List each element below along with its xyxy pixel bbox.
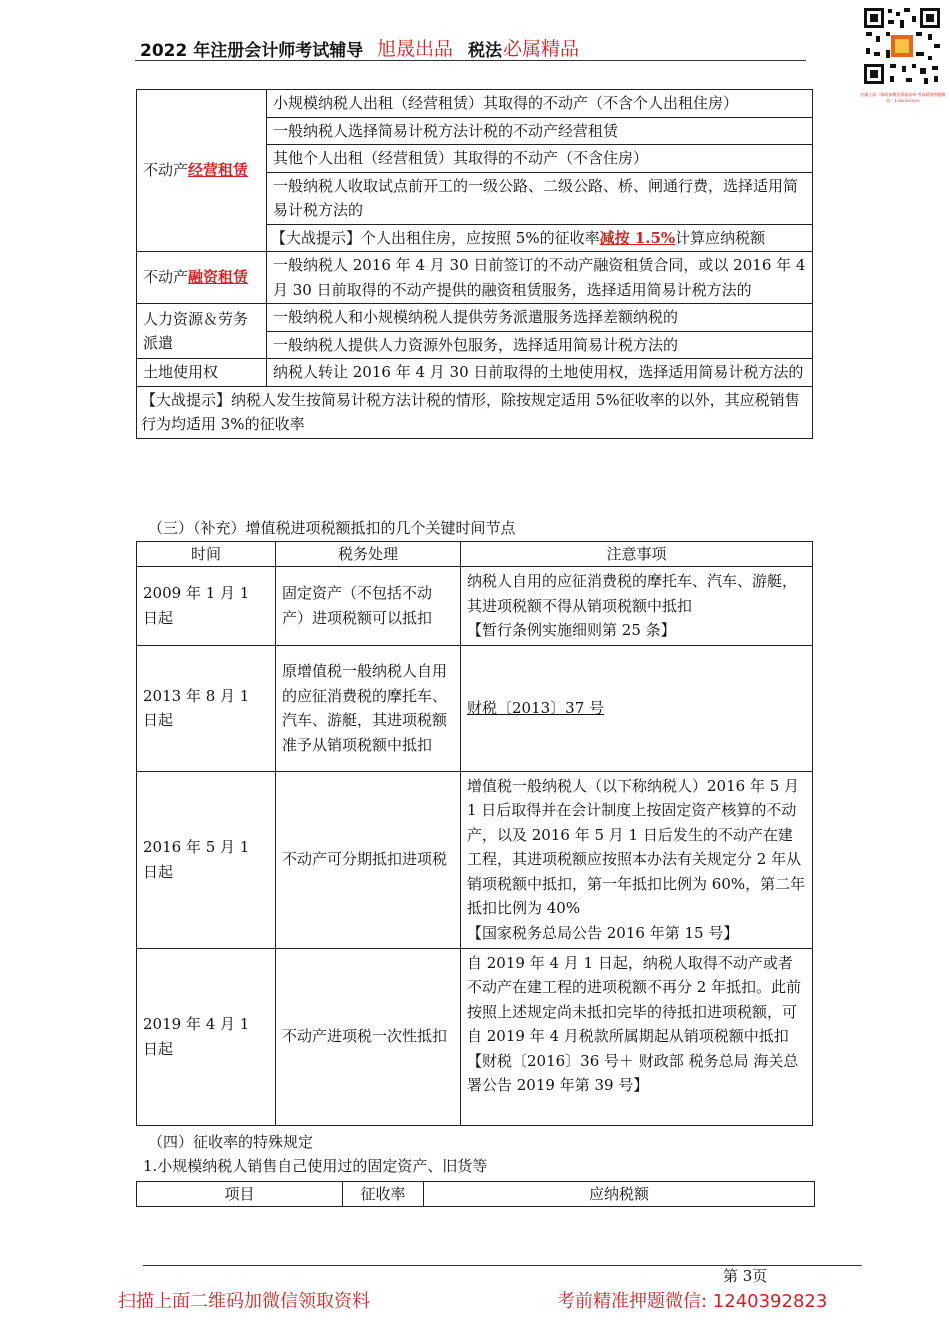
table-row <box>137 771 813 948</box>
item-cell: 一般纳税人和小规模纳税人提供劳务派遣服务选择差额纳税的 <box>267 304 813 332</box>
qr-code-icon <box>862 6 942 86</box>
page-number: 第 3页 <box>723 1267 768 1285</box>
treatment-cell: 原增值税一般纳税人自用的应征消费税的摩托车、汽车、游艇，其进项税额准予从销项税额中抵扣 <box>276 645 461 771</box>
column-header: 项目 <box>137 1182 343 1207</box>
emphasis-text: 减按 1.5% <box>599 228 676 247</box>
item-cell: 一般纳税人选择简易计税方法计税的不动产经营租赁 <box>267 117 813 145</box>
header-rule <box>135 60 806 61</box>
tip-cell: 【大战提示】个人出租住房，应按照 5%的征收率减按 1.5%计算应纳税额 <box>267 224 813 252</box>
table-row <box>137 567 813 646</box>
section-heading: （三）（补充）增值税进项税额抵扣的几个关键时间节点 <box>148 519 516 537</box>
header-tag: 必属精品 <box>503 38 580 60</box>
column-header: 注意事项 <box>461 542 813 567</box>
category-cell: 不动产融资租赁 <box>137 252 267 304</box>
column-header: 应纳税额 <box>424 1182 815 1207</box>
treatment-cell: 固定资产（不包括不动产）进项税额可以抵扣 <box>276 567 461 646</box>
column-header: 征收率 <box>343 1182 424 1207</box>
item-cell: 纳税人转让 2016 年 4 月 30 日前取得的土地使用权，选择适用简易计税方法的 <box>267 359 813 387</box>
table-row <box>137 359 813 387</box>
item-cell: 一般纳税人提供人力资源外包服务，选择适用简易计税方法的 <box>267 331 813 359</box>
time-cell: 2009 年 1 月 1 日起 <box>137 567 276 646</box>
header-brand: 旭晟出品 <box>377 38 454 60</box>
simplified-tax-table <box>136 89 813 439</box>
table-row <box>137 90 813 118</box>
footer-promo-right: 考前精准押题微信: 1240392823 <box>557 1291 828 1312</box>
footer-promo-left: 扫描上面二维码加微信领取资料 <box>118 1291 370 1312</box>
table-row <box>137 386 813 438</box>
item-cell: 小规模纳税人出租（经营租赁）其取得的不动产（不含个人出租住房） <box>267 90 813 118</box>
item-cell: 其他个人出租（经营租赁）其取得的不动产（不含住房） <box>267 145 813 173</box>
table-row <box>137 304 813 332</box>
table-header-row <box>137 1182 815 1207</box>
time-cell: 2013 年 8 月 1 日起 <box>137 645 276 771</box>
subsection-heading: 1.小规模纳税人销售自己使用过的固定资产、旧货等 <box>143 1157 488 1175</box>
emphasis-text: 融资租赁 <box>188 268 249 287</box>
item-cell: 一般纳税人 2016 年 4 月 30 日前签订的不动产融资租赁合同，或以 2016 年 4 月 30 日前取得的不动产提供的融资租赁服务，选择适用简易计税方法的 <box>267 252 813 304</box>
emphasis-text: 经营租赁 <box>188 161 249 180</box>
footer-tip-cell: 【大战提示】纳税人发生按简易计税方法计税的情形，除按规定适用 5%征收率的以外，其应税销售行为均适用 3%的征收率 <box>137 386 813 438</box>
table-row <box>137 252 813 304</box>
header-exam-title: 2022 年注册会计师考试辅导 <box>140 41 364 61</box>
item-cell: 一般纳税人收取试点前开工的一级公路、二级公路、桥、闸通行费，选择适用简易计税方法的 <box>267 172 813 224</box>
header-subject: 税法 <box>468 41 502 61</box>
collection-rate-table <box>136 1181 815 1207</box>
treatment-cell: 不动产进项税一次性抵扣 <box>276 948 461 1125</box>
document-reference: 财税〔2013〕37 号 <box>467 698 605 717</box>
column-header: 时间 <box>137 542 276 567</box>
table-row <box>137 645 813 771</box>
note-cell: 纳税人自用的应征消费税的摩托车、汽车、游艇，其进项税额不得从销项税额中抵扣 【暂行条例实施细则第 25 条】 <box>461 567 813 646</box>
treatment-cell: 不动产可分期抵扣进项税 <box>276 771 461 948</box>
category-cell: 人力资源＆劳务派遣 <box>137 304 267 359</box>
time-cell: 2019 年 4 月 1 日起 <box>137 948 276 1125</box>
note-cell: 自 2019 年 4 月 1 日起，纳税人取得不动产或者不动产在建工程的进项税额不再分 2 年抵扣。此前按照上述规定尚未抵扣完毕的待抵扣进项税额，可自 2019 年 4 月税款所属期起从销项税额中抵扣 【财税〔2016〕36 号＋ 财政部 税务总局 海关总署公告 2019 年第 39 号】 <box>461 948 813 1125</box>
time-cell: 2016 年 5 月 1 日起 <box>137 771 276 948</box>
section-heading: （四）征收率的特殊规定 <box>148 1133 314 1151</box>
qr-caption: 扫描上面二维码加微信领取资料 考前精准押题微信：1240392823 <box>860 92 946 103</box>
note-cell: 增值税一般纳税人（以下称纳税人）2016 年 5 月 1 日后取得并在会计制度上按固定资产核算的不动产，以及 2016 年 5 月 1 日后发生的不动产在建工程，其进项税额应按照本办法有关规定分 2 年从销项税额中抵扣，第一年抵扣比例为 60%，第二年抵扣比例为 40% 【国家税务总局公告 2016 年第 15 号】 <box>461 771 813 948</box>
category-cell: 土地使用权 <box>137 359 267 387</box>
deduction-timeline-table <box>136 541 813 1126</box>
category-cell: 不动产经营租赁 <box>137 90 267 252</box>
note-cell <box>461 645 813 771</box>
table-row <box>137 948 813 1125</box>
table-header-row <box>137 542 813 567</box>
column-header: 税务处理 <box>276 542 461 567</box>
